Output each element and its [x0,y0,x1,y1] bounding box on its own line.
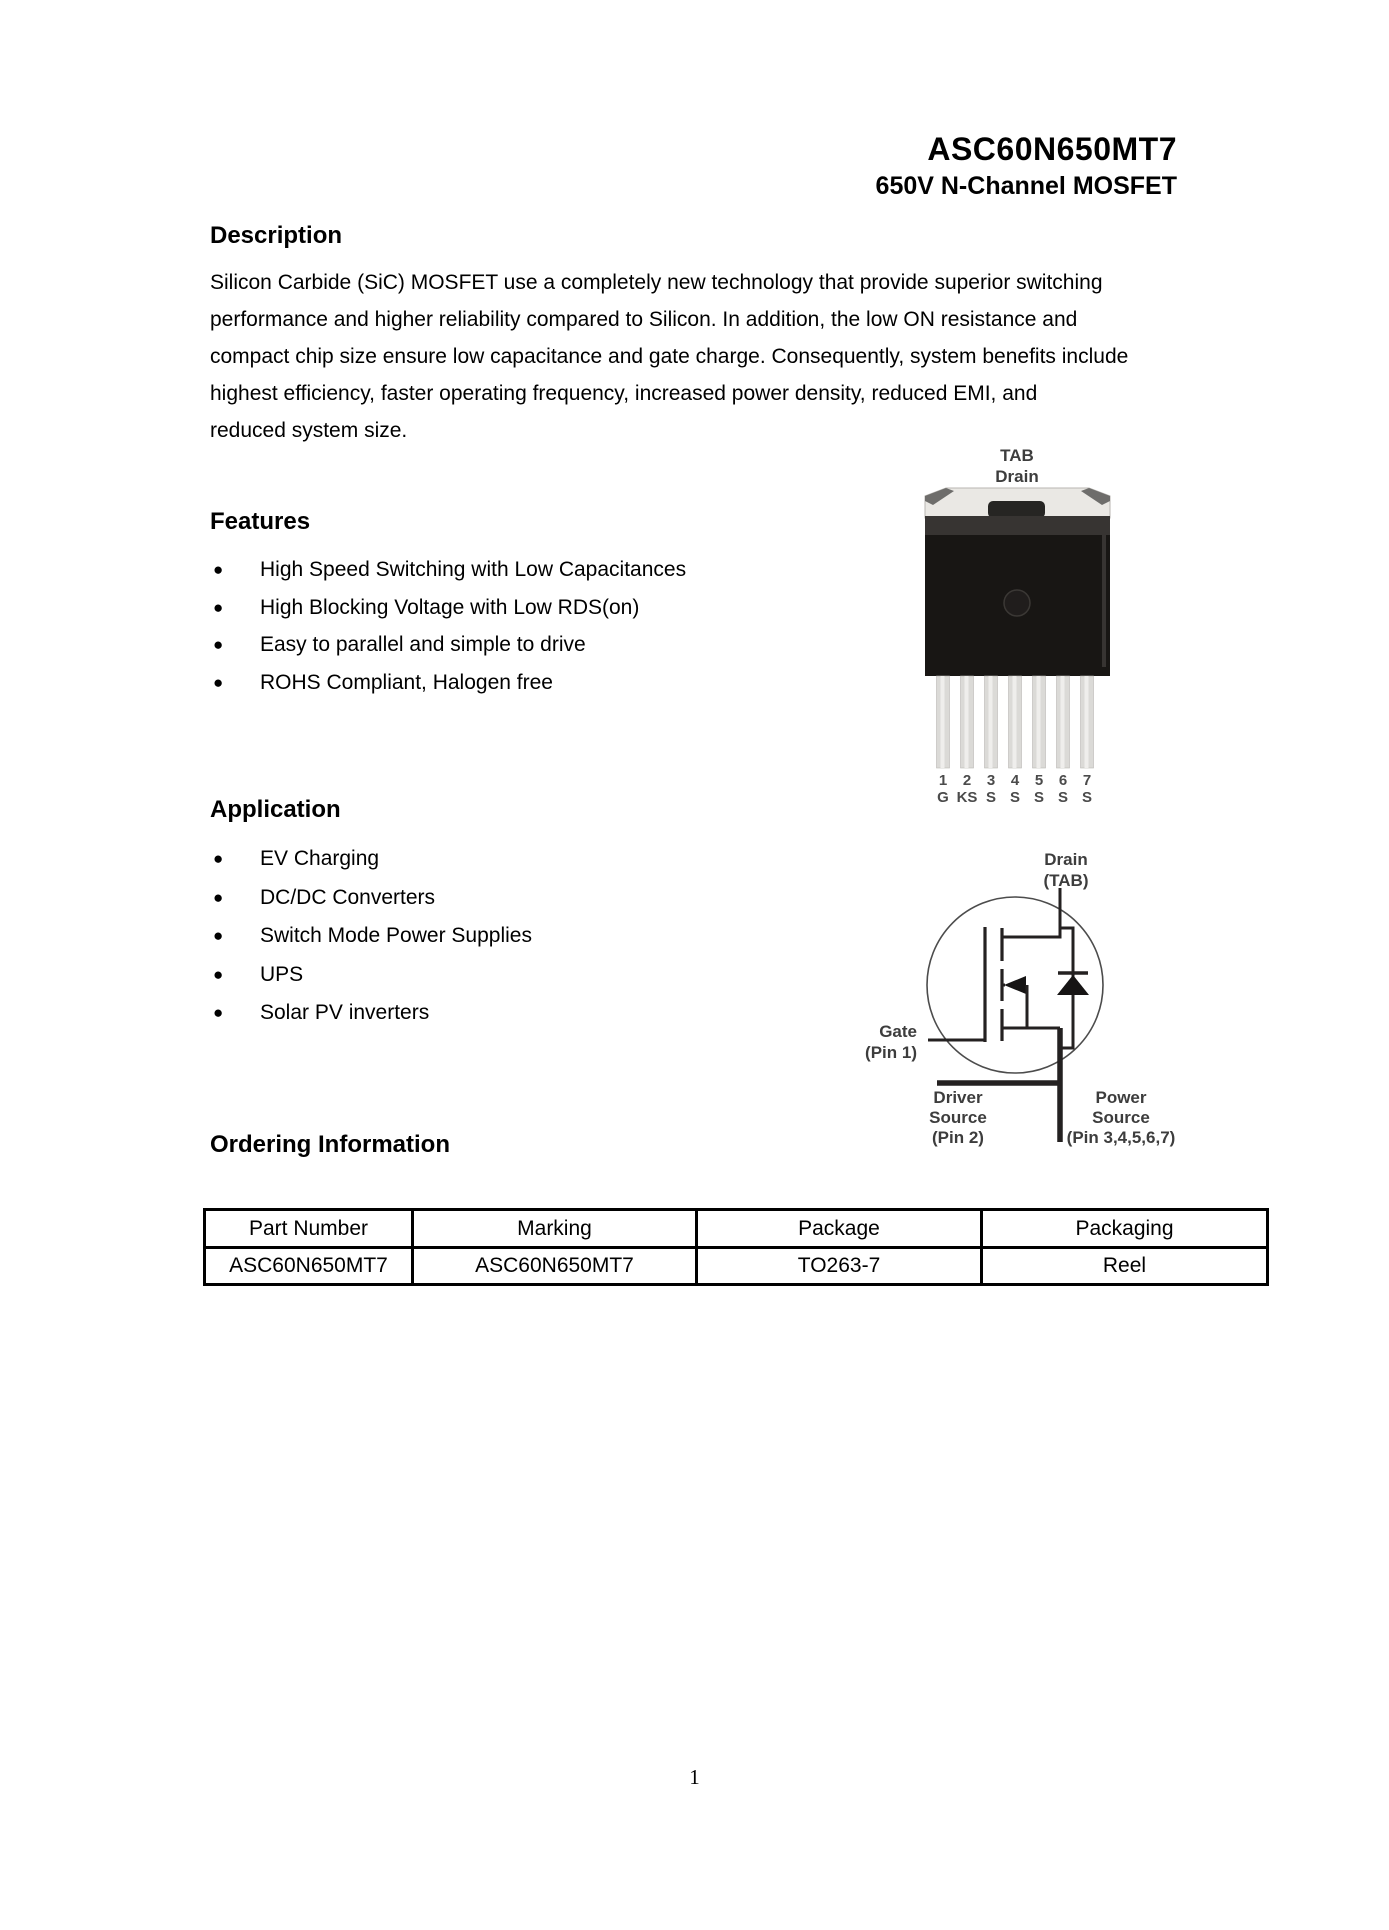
list-item [213,551,686,589]
application-text: Switch Mode Power Supplies [260,924,532,947]
description-paragraph [210,264,1128,449]
packaging-cell: Reel [982,1248,1268,1285]
package-body [925,516,1110,676]
features-list [213,551,686,701]
description-line: Silicon Carbide (SiC) MOSFET use a completely new technology that provide superior switching [210,271,1103,294]
description-line: compact chip size ensure low capacitance and gate charge. Consequently, system benefits include [210,345,1129,368]
description-line: reduced system size. [210,419,408,442]
list-item [213,956,532,995]
list-item [213,626,686,664]
list-item [213,840,532,879]
part-number-cell: ASC60N650MT7 [205,1248,413,1285]
list-item [213,917,532,956]
list-item [213,664,686,702]
driver-source-label: Driver [933,1088,983,1107]
power-source-label: Power [1095,1088,1147,1107]
bullet-icon: ● [213,849,224,868]
pin-number: 4 [1010,772,1020,789]
list-item [213,589,686,627]
bullet-icon: ● [213,635,224,654]
ordering-heading: Ordering Information [210,1131,450,1158]
pin-number: 5 [1034,772,1044,789]
page-subtitle: 650V N-Channel MOSFET [875,172,1177,200]
mosfet-symbol-figure [855,840,1190,1150]
pin-name: S [1057,789,1069,806]
package-cell: TO263-7 [697,1248,982,1285]
page-number: 1 [689,1765,700,1789]
application-heading: Application [210,796,341,823]
tab-drain-label: Drain [995,467,1039,486]
ordering-table [203,1208,1269,1286]
application-text: Solar PV inverters [260,1001,430,1024]
bullet-icon: ● [213,560,224,579]
application-list [213,840,532,1033]
gate-label: Gate [879,1022,917,1041]
list-item [213,994,532,1033]
bullet-icon: ● [213,887,224,907]
column-header: Marking [413,1210,697,1248]
column-header: Part Number [205,1210,413,1248]
pin-name: S [1081,789,1093,806]
feature-text: ROHS Compliant, Halogen free [260,670,553,694]
column-header: Package [697,1210,982,1248]
package-tab [925,488,1110,518]
driver-source-pin-label: (Pin 2) [932,1128,984,1147]
tab-label: TAB [1000,446,1034,465]
application-text: EV Charging [260,847,380,870]
application-text: DC/DC Converters [260,885,436,909]
table-row [205,1248,1268,1285]
gate-pin-label: (Pin 1) [865,1043,917,1062]
pin-names [937,789,1092,806]
drain-label: Drain [1044,850,1088,869]
package-photo-figure [890,438,1140,808]
pin-number: 2 [962,772,972,789]
bullet-icon: ● [213,926,224,945]
description-line: performance and higher reliability compared to Silicon. In addition, the low ON resistance and [210,308,1078,331]
description-line: highest efficiency, faster operating frequency, increased power density, reduced EMI, and [210,382,1038,405]
package-leads [937,676,1094,768]
power-source-pin-label: (Pin 3,4,5,6,7) [1066,1128,1176,1147]
pin-number: 7 [1082,772,1092,789]
pin-name: S [1033,789,1045,806]
feature-text: Easy to parallel and simple to drive [260,633,586,656]
pin-name: S [1009,789,1021,806]
pin-number: 3 [986,772,996,789]
pin-name: G [937,789,949,806]
feature-text: High Speed Switching with Low Capacitances [260,558,687,581]
pin-numbers [939,772,1091,789]
drain-tab-label: (TAB) [1043,871,1089,890]
package-mark-icon [1004,590,1030,616]
pin-name: KS [956,789,978,806]
power-source-label: Source [1092,1108,1150,1127]
table-header-row [205,1210,1268,1248]
list-item [213,879,532,918]
bullet-icon: ● [213,672,224,692]
application-text: UPS [260,962,304,986]
bullet-icon: ● [213,964,224,984]
description-heading: Description [210,222,343,249]
page-title: ASC60N650MT7 [927,131,1177,167]
marking-cell: ASC60N650MT7 [413,1248,697,1285]
bullet-icon: ● [213,597,224,617]
pin-number: 1 [938,772,948,789]
column-header: Packaging [982,1210,1268,1248]
driver-source-label: Source [929,1108,987,1127]
bullet-icon: ● [213,1003,224,1022]
feature-text: High Blocking Voltage with Low RDS(on) [260,595,640,619]
header [876,132,1177,206]
pin-name: S [985,789,997,806]
features-heading: Features [210,508,311,535]
pin-number: 6 [1058,772,1068,789]
